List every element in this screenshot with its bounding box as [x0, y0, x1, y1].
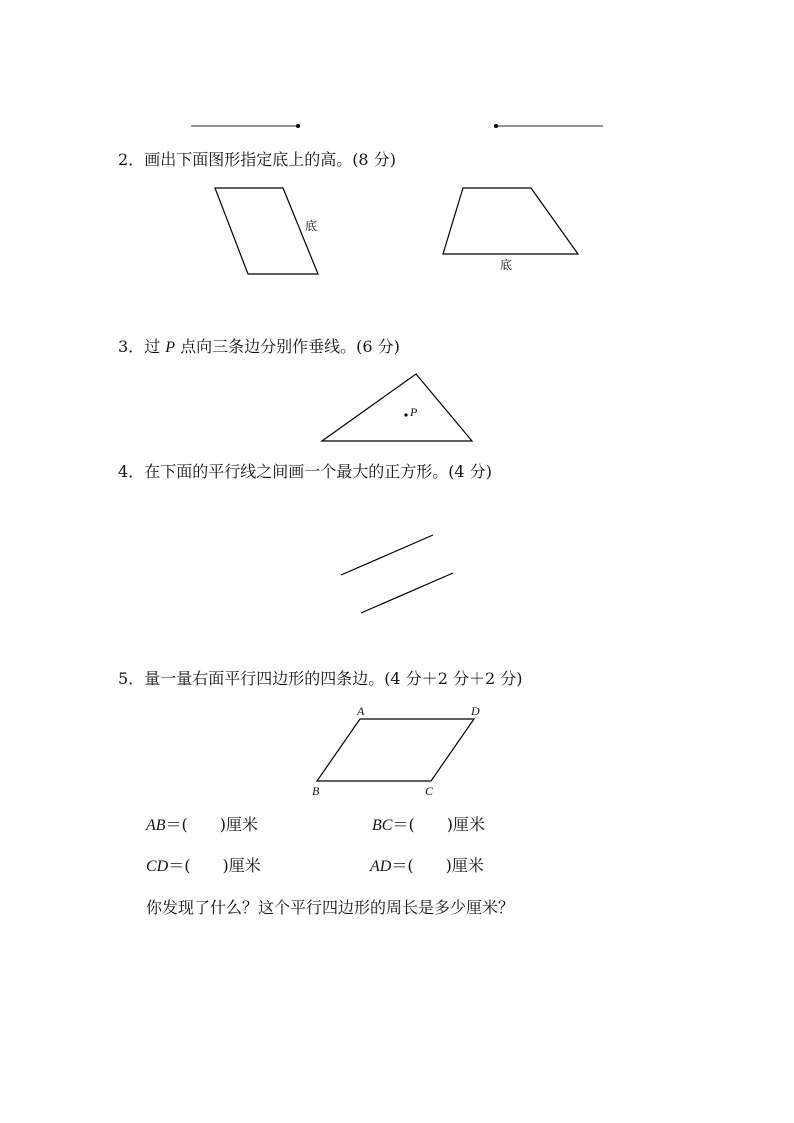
answer-ab-open: ＝( — [165, 815, 188, 834]
vertex-label-a: A — [357, 704, 365, 718]
answer-ad-unit: )厘米 — [445, 856, 484, 875]
q3-prompt — [118, 337, 400, 358]
q1-rays — [191, 124, 603, 128]
q3-point-p — [404, 413, 407, 416]
vertex-label-b: B — [312, 784, 320, 798]
q2-text: 画出下面图形指定底上的高。(8 分) — [144, 150, 396, 169]
vertex-label-c: C — [425, 784, 434, 798]
answer-cd-unit: )厘米 — [222, 856, 261, 875]
q2-base-label-trapezoid: 底 — [500, 258, 513, 272]
q3-number: 3． — [118, 337, 145, 356]
answer-cd-open: ＝( — [168, 856, 191, 875]
q3-point-label: P — [410, 405, 418, 419]
q4-text: 在下面的平行线之间画一个最大的正方形。(4 分) — [144, 462, 492, 481]
answer-ad-open: ＝( — [391, 856, 414, 875]
q4-parallel-line-lower — [361, 573, 453, 613]
q5-text: 量一量右面平行四边形的四条边。(4 分＋2 分＋2 分) — [144, 669, 523, 688]
answer-bc — [372, 815, 485, 836]
q5-prompt — [118, 669, 522, 689]
q2-number: 2． — [118, 150, 145, 169]
segment-bc: BC — [372, 817, 393, 834]
segment-ab: AB — [146, 817, 166, 834]
segment-ad: AD — [370, 858, 392, 875]
q3-point-name: P — [165, 339, 176, 356]
q5-followup-question: 你发现了什么？这个平行四边形的周长是多少厘米？ — [146, 898, 515, 917]
q3-text-pre: 过 — [144, 337, 166, 356]
q2-trapezoid — [443, 188, 578, 254]
answer-ab-unit: )厘米 — [219, 815, 259, 834]
q2-prompt — [118, 150, 396, 170]
q4-prompt — [118, 462, 492, 482]
q2-base-label-parallelogram: 底 — [305, 219, 318, 233]
q3-triangle — [322, 374, 472, 441]
q4-parallel-line-upper — [341, 535, 433, 575]
q3-text-post: 点向三条边分别作垂线。(6 分) — [175, 337, 400, 356]
answer-ab — [146, 815, 258, 836]
ray-right-endpoint — [494, 124, 498, 128]
answer-bc-open: ＝( — [392, 815, 415, 834]
q2-parallelogram — [215, 188, 318, 274]
answer-bc-unit: )厘米 — [446, 815, 485, 834]
q5-number: 5． — [118, 669, 145, 688]
answer-ad — [370, 856, 484, 877]
q4-number: 4． — [118, 462, 145, 481]
segment-cd: CD — [146, 858, 169, 875]
ray-left-endpoint — [296, 124, 300, 128]
answer-cd — [146, 856, 261, 877]
vertex-label-d: D — [471, 704, 480, 718]
q5-parallelogram — [317, 719, 474, 781]
